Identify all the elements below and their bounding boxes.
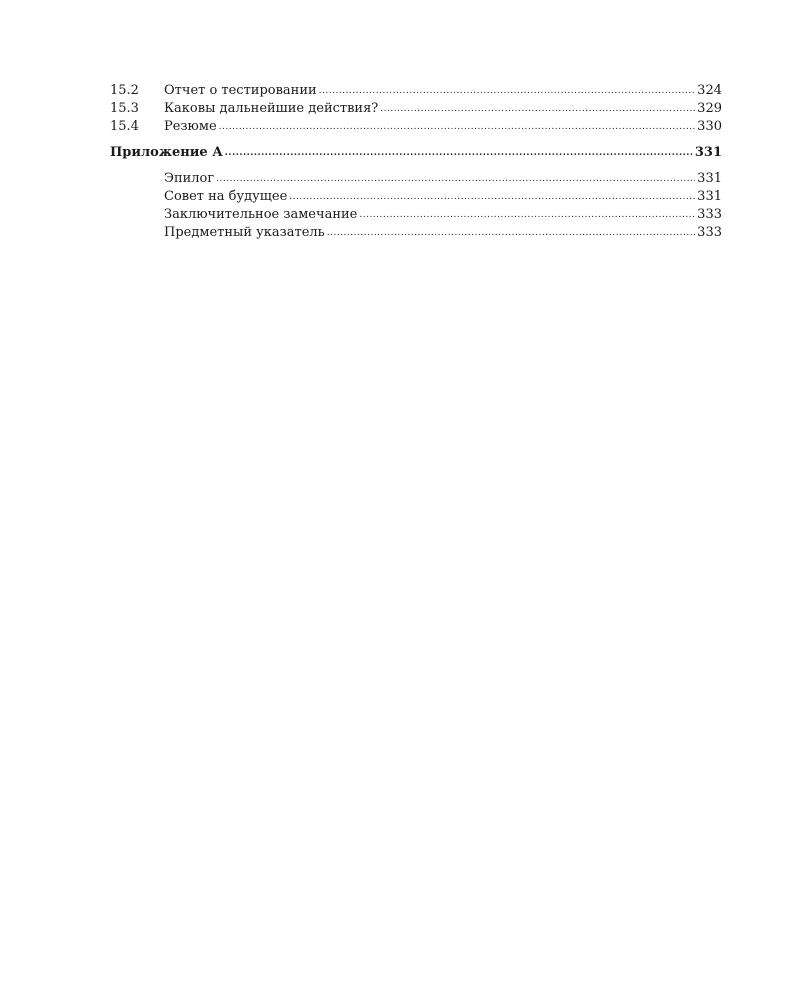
page-number: 331	[694, 145, 722, 160]
entry-title: Совет на будущее	[164, 189, 288, 204]
entry-title: Эпилог	[164, 171, 215, 186]
dot-leader	[359, 206, 695, 224]
toc-entry-15-2[interactable]	[110, 82, 722, 100]
page-number: 329	[697, 101, 722, 116]
dot-leader	[216, 170, 695, 188]
section-number: 15.4	[110, 119, 139, 134]
entry-title: Заключительное замечание	[164, 207, 358, 222]
toc-entry-final-remark[interactable]	[110, 206, 722, 224]
toc-entry-15-4[interactable]	[110, 118, 722, 136]
toc-entry-epilogue[interactable]	[110, 170, 722, 188]
dot-leader	[219, 118, 696, 136]
toc-entry-subject-index[interactable]	[110, 224, 722, 242]
section-title: Отчет о тестировании	[164, 83, 317, 98]
table-of-contents	[110, 82, 722, 242]
dot-leader	[327, 224, 695, 242]
section-number: 15.2	[110, 83, 139, 98]
section-title: Резюме	[164, 119, 217, 134]
page-number: 330	[697, 119, 722, 134]
dot-leader	[289, 188, 695, 206]
page-number: 324	[697, 83, 722, 98]
page-number: 331	[697, 171, 722, 186]
page-number: 331	[697, 189, 722, 204]
appendix-title: Приложение А	[110, 145, 223, 160]
entry-title: Предметный указатель	[164, 225, 325, 240]
section-number: 15.3	[110, 101, 139, 116]
dot-leader	[319, 82, 696, 100]
dot-leader	[225, 144, 693, 162]
toc-entry-appendix-a[interactable]	[110, 144, 722, 162]
page-number: 333	[697, 207, 722, 222]
section-title: Каковы дальнейшие действия?	[164, 101, 379, 116]
toc-entry-15-3[interactable]	[110, 100, 722, 118]
page-number: 333	[697, 225, 722, 240]
toc-entry-future-advice[interactable]	[110, 188, 722, 206]
dot-leader	[380, 100, 695, 118]
